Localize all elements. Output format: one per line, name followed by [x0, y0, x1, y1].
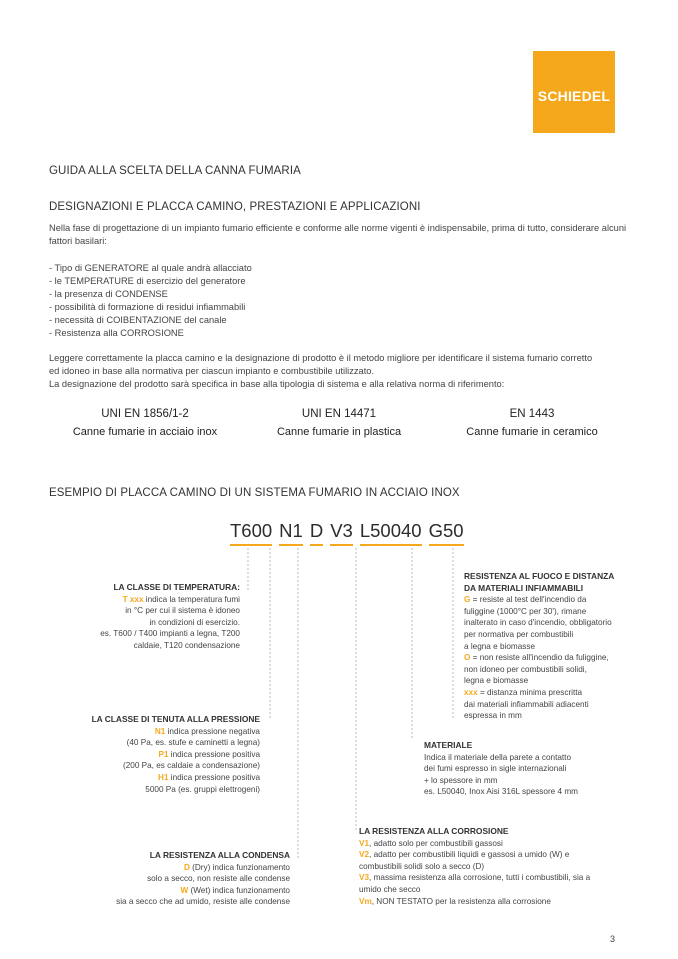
note-line: P1 indica pressione positiva [158, 749, 260, 759]
list-item: - Resistenza alla CORROSIONE [49, 328, 184, 338]
note-line: O = non resiste all'incendio da fuliggine, [464, 653, 609, 663]
note-line: legna e biomasse [464, 676, 529, 686]
paragraph-line: ed idoneo in base alla normativa per ciascun impianto e combustibile utilizzato. [49, 366, 375, 376]
page-number: 3 [610, 934, 616, 944]
note-line: Indica il materiale della parete a contatto [424, 752, 572, 762]
list-item: - Tipo di GENERATORE al quale andrà allacciato [49, 263, 252, 273]
list-item: - le TEMPERATURE di esercizio del generatore [49, 276, 246, 286]
note-line: H1 indica pressione positiva [158, 772, 260, 782]
note-line: non idoneo per combustibili solidi, [464, 664, 587, 674]
fire-title: RESISTENZA AL FUOCO E DISTANZA [464, 571, 615, 581]
condensate-title: LA RESISTENZA ALLA CONDENSA [149, 850, 290, 860]
note-line: a legna e biomasse [464, 641, 536, 651]
note-line: per normativa per combustibili [464, 629, 574, 639]
designation-fire: G50 [428, 520, 464, 541]
intro-line: Nella fase di progettazione di un impianto fumario efficiente e conforme alle norme vigenti è indispensabile, prima di tutto, considerare alcuni [49, 223, 627, 233]
note-line: caldaie, T120 condensazione [133, 640, 240, 650]
note-line: + lo spessore in mm [424, 775, 498, 785]
note-line: N1 indica pressione negativa [154, 726, 260, 736]
designation-condensate: D [309, 520, 324, 541]
designation-corrosion: V3 [330, 520, 353, 541]
example-heading: ESEMPIO DI PLACCA CAMINO DI UN SISTEMA FUMARIO IN ACCIAIO INOX [49, 487, 460, 499]
paragraph-line: Leggere correttamente la placca camino e la designazione di prodotto è il metodo migliore per identificare il sistema fumario corretto [49, 353, 593, 363]
fire-title-2: DA MATERIALI INFIAMMABILI [464, 582, 584, 593]
page-title: GUIDA ALLA SCELTA DELLA CANNA FUMARIA [49, 165, 301, 177]
designation-pressure: N1 [279, 520, 303, 541]
note-line: sia a secco che ad umido, resiste alle condense [116, 897, 290, 907]
designation-material: L50040 [359, 520, 422, 541]
designation-temperature: T600 [230, 520, 273, 541]
standard-desc: Canne fumarie in acciaio inox [72, 426, 218, 438]
note-line: in °C per cui il sistema è idoneo [125, 606, 240, 616]
note-line: dei fumi espresso in sigle internazionali [424, 764, 567, 774]
standard-code: UNI EN 14471 [301, 408, 377, 420]
standard-code: EN 1443 [509, 408, 555, 420]
note-line: xxx = distanza minima prescritta [464, 687, 583, 697]
fire-note [464, 571, 644, 722]
note-line: espressa in mm [464, 711, 522, 721]
note-line: es. T600 / T400 impianti a legna, T200 [100, 629, 240, 639]
note-line: V3, massima resistenza alla corrosione, tutti i combustibili, sia a [359, 873, 591, 883]
note-line: W (Wet) indica funzionamento [180, 885, 290, 895]
note-line: combustibili solidi solo a secco (D) [359, 861, 485, 871]
note-line: G = resiste al test dell'incendio da [464, 595, 587, 605]
paragraph-line: La designazione del prodotto sarà specifica in base alla tipologia di sistema e alla relativa norma di riferimento: [49, 379, 505, 389]
pressure-note [40, 714, 260, 795]
note-line: Vm, NON TESTATO per la resistenza alla corrosione [359, 896, 551, 906]
corrosion-title: LA RESISTENZA ALLA CORROSIONE [359, 826, 509, 836]
note-line: fuliggine (1000°C per 30'), rimane [464, 606, 587, 616]
list-item: - necessità di COIBENTAZIONE del canale [49, 315, 227, 325]
note-line: solo a secco, non resiste alle condense [147, 874, 290, 884]
note-line: D (Dry) indica funzionamento [183, 862, 290, 872]
standard-desc: Canne fumarie in ceramico [466, 426, 598, 438]
note-line: (200 Pa, es caldaie a condensazione) [122, 761, 260, 771]
intro-line: fattori basilari: [49, 236, 107, 246]
note-line: T xxx indica la temperatura fumi [122, 594, 240, 604]
section-heading: DESIGNAZIONI E PLACCA CAMINO, PRESTAZIONI E APPLICAZIONI [49, 201, 421, 213]
note-line: inalterato in caso d'incendio, obbligatorio [464, 618, 612, 628]
condensate-note [40, 850, 290, 908]
standard-code: UNI EN 1856/1-2 [101, 408, 189, 420]
pressure-title: LA CLASSE DI TENUTA ALLA PRESSIONE [91, 714, 260, 724]
logo-text: SCHIEDEL [537, 88, 611, 104]
note-line: in condizioni di esercizio. [149, 617, 240, 627]
note-line: dai materiali infiammabili adiacenti [464, 699, 589, 709]
temperature-title: LA CLASSE DI TEMPERATURA: [113, 582, 240, 592]
temperature-note [40, 582, 240, 652]
standard-desc: Canne fumarie in plastica [276, 426, 402, 438]
material-note [424, 740, 624, 798]
note-line: V1, adatto solo per combustibili gassosi [359, 838, 503, 848]
list-item: - possibilità di formazione di residui infiammabili [49, 302, 246, 312]
list-item: - la presenza di CONDENSE [49, 289, 168, 299]
material-title: MATERIALE [424, 740, 473, 750]
note-line: V2, adatto per combustibili liquidi e gassosi a umido (W) e [359, 850, 570, 860]
corrosion-note [359, 826, 629, 907]
note-line: es. L50040, Inox Aisi 316L spessore 4 mm [424, 787, 578, 797]
note-line: umido che secco [359, 884, 421, 894]
note-line: 5000 Pa (es. gruppi elettrogeni) [145, 784, 260, 794]
note-line: (40 Pa, es. stufe e caminetti a legna) [126, 738, 260, 748]
